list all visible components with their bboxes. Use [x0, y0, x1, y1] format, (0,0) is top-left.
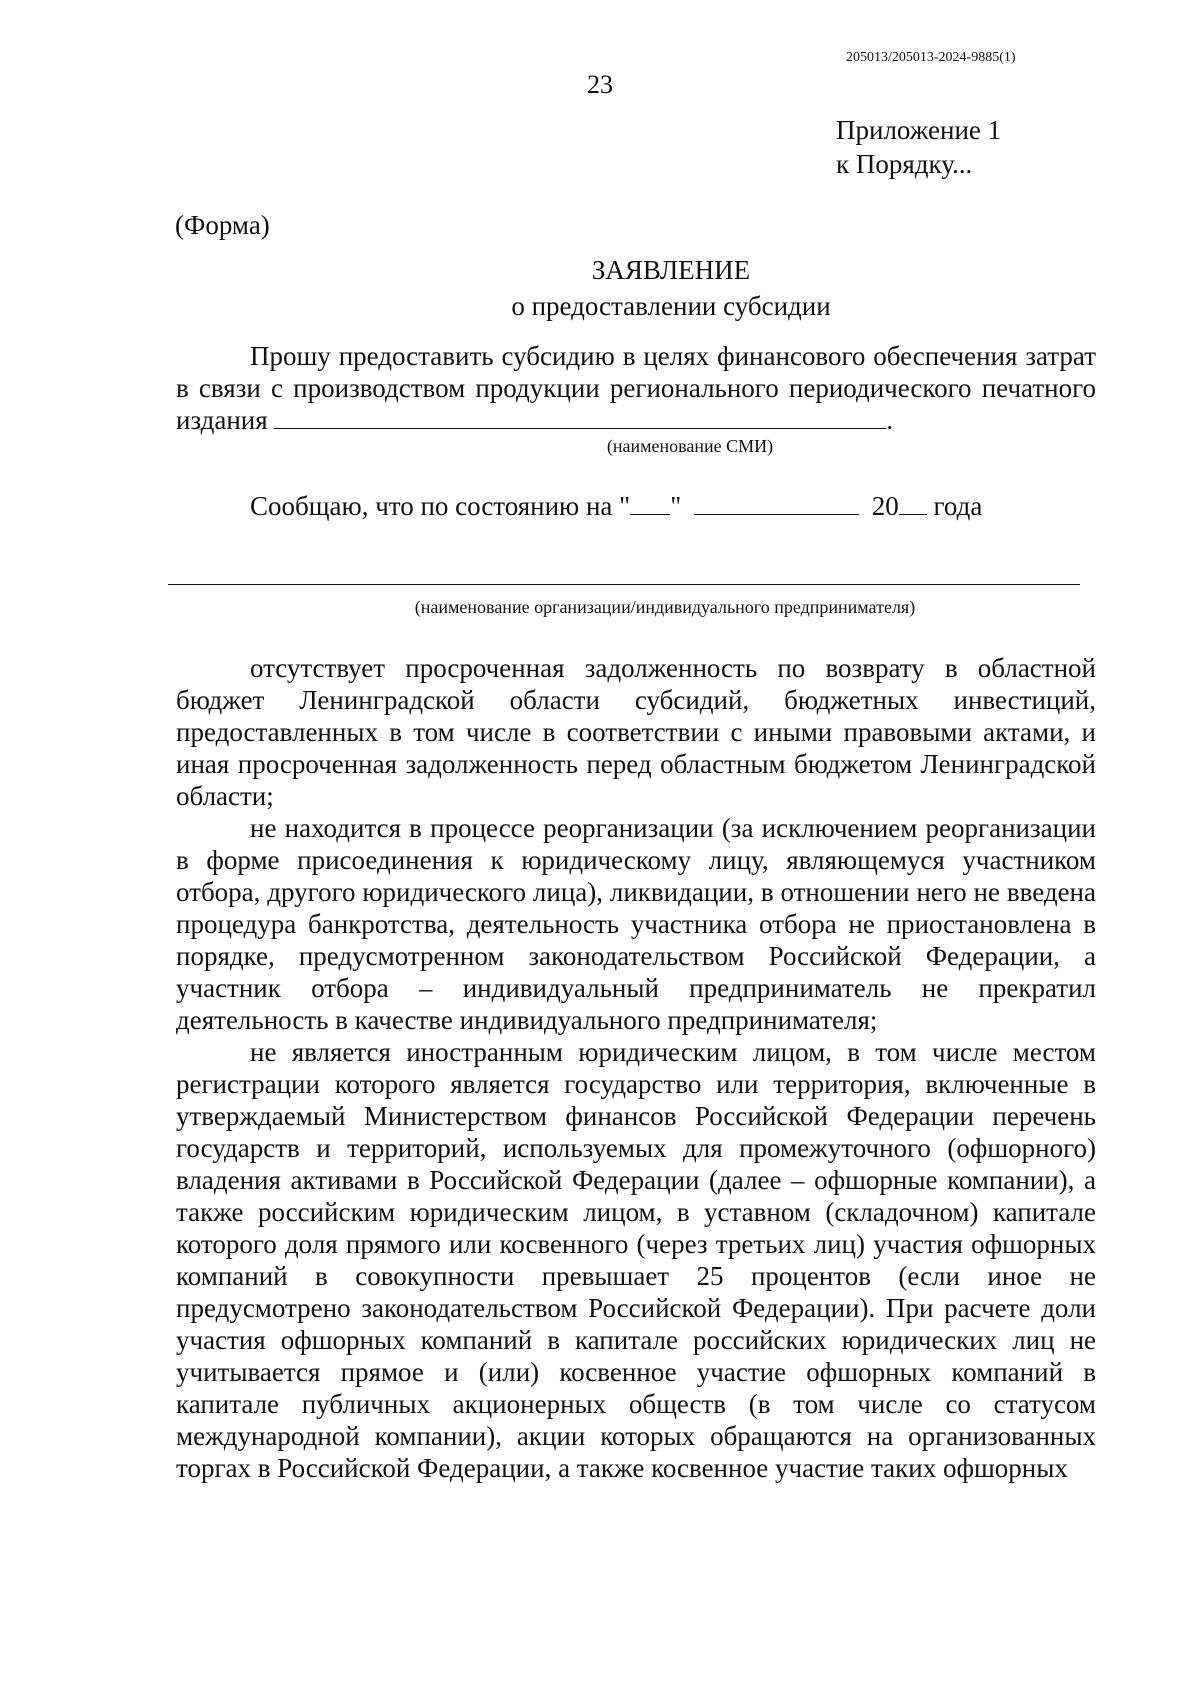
year-blank[interactable]: [899, 514, 927, 515]
media-name-caption: (наименование СМИ): [606, 436, 774, 456]
page-number: 23: [587, 70, 613, 99]
report-line: [250, 491, 982, 522]
report-prefix: Сообщаю, что по состоянию на ": [250, 491, 631, 521]
title-main: ЗАЯВЛЕНИЕ: [591, 255, 751, 285]
appendix-reference: [836, 113, 1001, 181]
appendix-line-1: Приложение 1: [836, 115, 1002, 145]
condition-paragraph-3: не является иностранным юридическим лицом, в том числе местом регистрации которого является государство или территория, включенные в утверждаемый Министерством финансов Российской Федерации перечень государств и территорий, используемых для промежуточного (офшорного) владения активами в Российской Федерации (далее – офшорные компании), а также российским юридическим лицом, в уставном (складочном) капитале которого доля прямого или косвенного (через третьих лиц) участия офшорных компаний в совокупности превышает 25 процентов (если иное не предусмотрено законодательством Российской Федерации). При расчете доли участия офшорных компаний в капитале российских юридических лиц не учитывается прямое и (или) косвенное участие офшорных компаний в капитале публичных акционерных обществ (в том числе со статусом международной компании), акции которых обращаются на организованных торгах в Российской Федерации, а также косвенное участие таких офшорных: [176, 1037, 1096, 1483]
condition-paragraph-1: отсутствует просроченная задолженность по возврату в областной бюджет Ленинградской области субсидий, бюджетных инвестиций, предоставленных в том числе в соответствии с иными правовыми актами, и иная просроченная задолженность перед областным бюджетом Ленинградской области;: [176, 653, 1096, 811]
organization-caption: (наименование организации/индивидуального предпринимателя): [414, 597, 916, 617]
conditions-block: [176, 652, 1096, 1484]
media-name-blank[interactable]: [274, 428, 886, 429]
request-paragraph: [176, 340, 1096, 436]
title-sub: о предоставлении субсидии: [511, 291, 831, 321]
report-quote-close: ": [670, 491, 682, 521]
document-title: [176, 252, 1166, 324]
month-blank[interactable]: [694, 514, 859, 515]
report-year-prefix: 20: [871, 491, 899, 521]
condition-paragraph-2: не находится в процессе реорганизации (за исключением реорганизации в форме присоединения к юридическому лицу, являющемуся участником отбора, другого юридического лица), ликвидации, в отношении него не введена процедура банкротства, деятельность участника отбора не приостановлена в порядке, предусмотренном законодательством Российской Федерации, а участник отбора – индивидуальный предприниматель не прекратил деятельность в качестве индивидуального предпринимателя;: [176, 813, 1096, 1035]
request-end-punct: .: [886, 405, 894, 435]
request-text: Прошу предоставить субсидию в целях финансового обеспечения затрат в связи с производством продукции регионального периодического печатного издания: [176, 341, 1096, 435]
organization-name-line[interactable]: [168, 584, 1080, 585]
appendix-line-2: к Порядку...: [836, 149, 973, 179]
document-number: 205013/205013-2024-9885(1): [846, 50, 1016, 65]
report-year-suffix: года: [926, 491, 983, 521]
form-label: (Форма): [175, 210, 270, 240]
day-blank[interactable]: [630, 514, 670, 515]
